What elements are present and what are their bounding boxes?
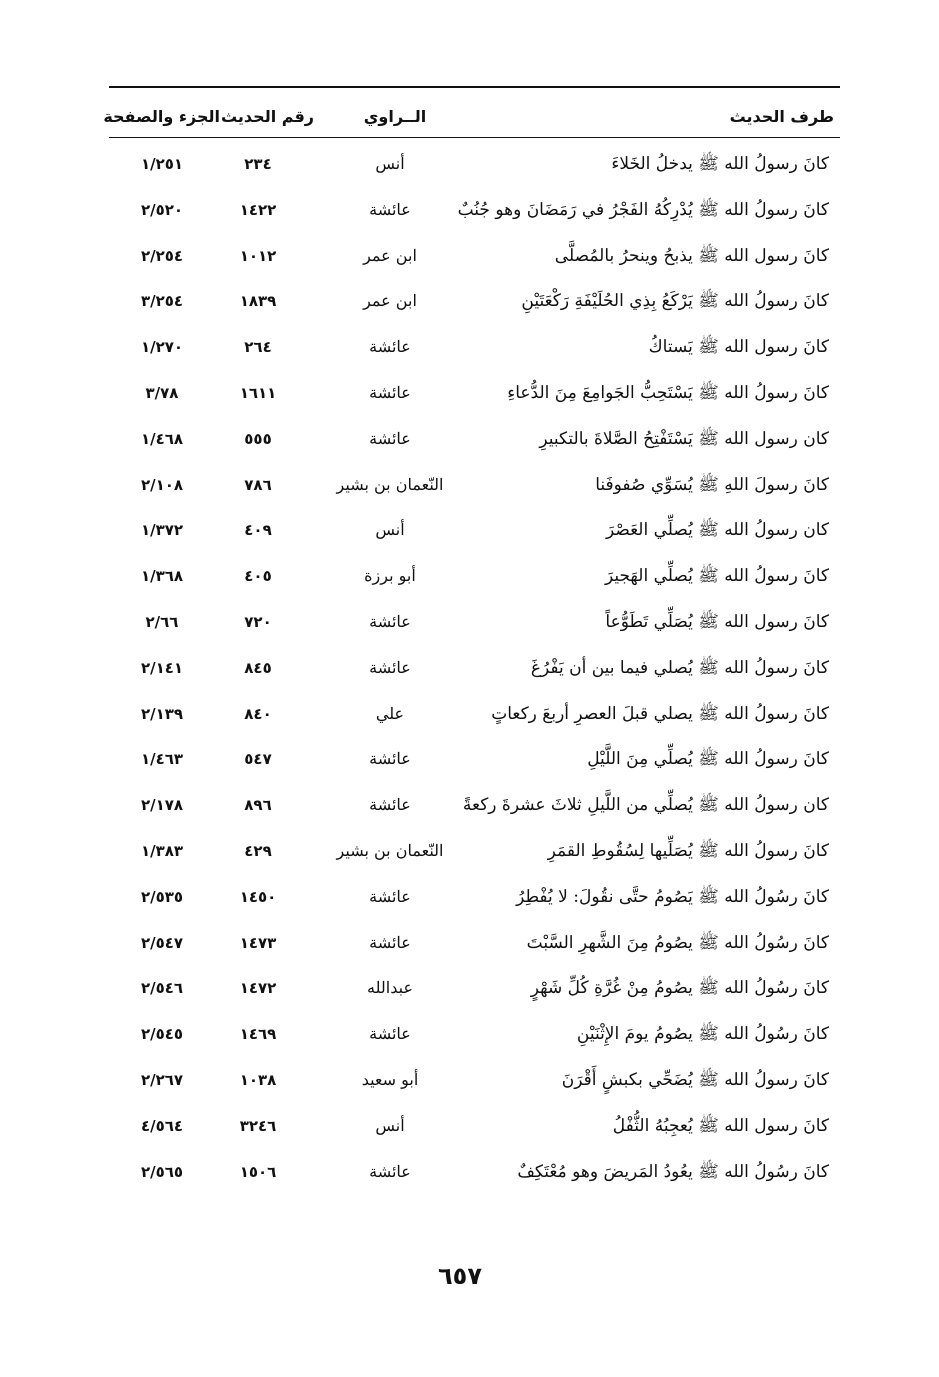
volume-page: ٢/٥٢٠ <box>140 200 184 219</box>
hadith-text: كانَ رسولُ الله ﷺ يُصلِّي مِنَ اللَّيْلِ <box>587 749 829 770</box>
rawi-name: عائشة <box>369 1161 411 1181</box>
volume-page: ٢/٥٦٥ <box>140 1162 184 1181</box>
rawi-name: أنس <box>375 154 405 173</box>
volume-page: ٢/٥٤٧ <box>140 933 184 952</box>
hadith-text: كانَ رسولَ اللهِ ﷺ يُسَوِّي صُفوفَنا <box>595 474 829 495</box>
hadith-text: كانَ رسول الله ﷺ يُعجِبُهُ الثُّفْلُ <box>612 1115 829 1136</box>
rawi-name: علي <box>375 703 405 723</box>
table-row <box>0 555 939 601</box>
rawi-name: أبو برزة <box>364 566 416 586</box>
hadith-text: كان رسول الله ﷺ يَسْتَفْتِحُ الصَّلاةَ بالتكبيرِ <box>539 428 829 449</box>
hadith-number: ٣٢٤٦ <box>239 1116 277 1135</box>
table-row <box>0 235 939 281</box>
hadith-number: ٢٣٤ <box>244 155 272 173</box>
hadith-number: ٤٠٥ <box>244 567 272 586</box>
rawi-name: أنس <box>375 1115 405 1135</box>
rawi-name: عائشة <box>369 886 411 906</box>
hadith-text: كانَ رسول الله ﷺ يُصَلِّي تَطَوُّعاً <box>605 611 829 632</box>
volume-page: ٢/٢٥٤ <box>140 246 184 265</box>
rawi-name: عائشة <box>369 611 411 631</box>
hadith-number: ٧٢٠ <box>244 612 272 631</box>
hadith-number: ١٤٧٣ <box>239 933 277 952</box>
volume-page: ٢/١٤١ <box>140 658 184 677</box>
table-row <box>0 738 939 784</box>
hadith-text: كانَ رسولُ الله ﷺ يدخلُ الخَلاءَ <box>611 154 829 174</box>
table-row <box>0 784 939 830</box>
hadith-number: ١٠٣٨ <box>239 1070 277 1089</box>
hadith-number: ٢٦٤ <box>244 338 272 357</box>
hadith-text: كانَ رسُولُ الله ﷺ يصُومُ يومَ الإِثْنَيْنِ <box>576 1024 829 1045</box>
volume-page: ٣/٢٥٤ <box>140 292 184 311</box>
hadith-number: ١٠١٢ <box>239 246 277 265</box>
hadith-number: ١٨٣٩ <box>239 292 277 311</box>
volume-page: ٢/٦٦ <box>145 612 179 631</box>
volume-page: ٢/٢٦٧ <box>140 1070 184 1089</box>
hadith-number: ٥٤٧ <box>244 750 272 769</box>
hadith-text: كانَ رسول الله ﷺ يذبحُ وينحرُ بالمُصلَّى <box>554 245 829 266</box>
table-row <box>0 189 939 235</box>
volume-page: ١/٢٧٠ <box>140 338 184 357</box>
rawi-name: عائشة <box>369 657 411 677</box>
table-row <box>0 967 939 1013</box>
header-rawi: الــراوي <box>363 107 427 126</box>
hadith-text: كانَ رسولُ الله ﷺ يصلي قبلَ العصرِ أربعَ ركعاتٍ <box>491 703 829 724</box>
header-volume-page: الجزء والصفحة <box>103 107 220 126</box>
volume-page: ١/٣٦٨ <box>140 567 184 586</box>
rawi-name: عائشة <box>369 749 411 769</box>
hadith-number: ١٤٧٢ <box>239 979 277 998</box>
rawi-name: عائشة <box>369 199 411 219</box>
table-row <box>0 601 939 647</box>
hadith-number: ٤٠٩ <box>244 521 272 540</box>
hadith-text: كانَ رسُولُ الله ﷺ يصُومُ مِنْ غُرَّةِ كُلِّ شَهْرٍ <box>530 978 829 999</box>
volume-page: ٢/١٠٨ <box>140 475 184 494</box>
volume-page: ٣/٧٨ <box>145 383 179 402</box>
hadith-text: كانَ رسولُ الله ﷺ يُصَلِّيها لِسُقُوطِ القمَرِ <box>547 840 829 861</box>
volume-page: ٢/٥٤٥ <box>140 1025 184 1044</box>
table-row <box>0 418 939 464</box>
hadith-number: ١٦١١ <box>239 383 277 402</box>
rawi-name: عائشة <box>369 337 411 357</box>
hadith-text: كانَ رسولُ الله ﷺ يُدْرِكُهُ الفَجْرُ في رَمَضَانَ وهو جُنُبٌ <box>457 199 829 220</box>
hadith-number: ٤٢٩ <box>244 841 272 860</box>
rawi-name: عائشة <box>369 1024 411 1044</box>
hadith-index-table <box>0 143 939 1196</box>
rawi-name: أنس <box>375 520 405 540</box>
volume-page: ١/٣٨٣ <box>140 841 184 860</box>
table-row <box>0 922 939 968</box>
hadith-text: كانَ رسولُ الله ﷺ يَسْتَحِبُّ الجَوامِعَ مِنَ الدُّعاءِ <box>507 382 829 403</box>
table-row <box>0 464 939 510</box>
table-row <box>0 509 939 555</box>
hadith-number: ٥٥٥ <box>244 429 272 448</box>
hadith-number: ٧٨٦ <box>244 475 272 494</box>
rawi-name: ابن عمر <box>363 245 417 265</box>
rawi-name: أبو سعيد <box>361 1069 419 1089</box>
page-number: ٦٥٧ <box>438 1262 482 1290</box>
table-row <box>0 326 939 372</box>
table-row <box>0 280 939 326</box>
table-row <box>0 143 939 189</box>
hadith-text: كانَ رسولُ الله ﷺ يُصلي فيما بين أن يَفْرُغَ <box>530 657 829 678</box>
volume-page: ٤/٥٦٤ <box>140 1116 184 1135</box>
hadith-number: ٨٩٦ <box>244 796 272 815</box>
volume-page: ١/٣٧٢ <box>140 521 184 540</box>
hadith-text: كانَ رسول الله ﷺ يَستاكُ <box>648 337 829 358</box>
hadith-text: كان رسولُ الله ﷺ يُصلِّي من اللَّيلِ ثلاثَ عشرةَ ركعةً <box>462 795 829 816</box>
table-row <box>0 1105 939 1151</box>
table-row <box>0 876 939 922</box>
volume-page: ٢/١٧٨ <box>140 796 184 815</box>
rawi-name: عائشة <box>369 795 411 815</box>
rawi-name: النّعمان بن بشير <box>336 840 444 860</box>
header-rule <box>109 137 840 138</box>
table-row <box>0 372 939 418</box>
volume-page: ١/٤٦٨ <box>140 429 184 448</box>
volume-page: ١/٢٥١ <box>140 155 184 173</box>
table-row <box>0 1013 939 1059</box>
rawi-name: النّعمان بن بشير <box>336 474 444 494</box>
hadith-number: ١٤٦٩ <box>239 1025 277 1044</box>
hadith-text: كانَ رسولُ الله ﷺ يَرْكَعُ بِذِي الحُلَيْفَةِ رَكْعَتَيْنِ <box>521 291 829 312</box>
volume-page: ١/٤٦٣ <box>140 750 184 769</box>
table-row <box>0 1059 939 1105</box>
hadith-text: كانَ رسُولُ الله ﷺ يَصُومُ حتَّى نقُولَ: لا يُفْطِرُ <box>516 886 829 907</box>
hadith-text: كانَ رسُولُ الله ﷺ يصُومُ مِنَ الشَّهرِ السَّبْتَ <box>526 932 829 953</box>
table-row <box>0 647 939 693</box>
hadith-text: كانَ رسولُ الله ﷺ يُضَحِّي بكبشٍ أَقْرَنَ <box>561 1069 829 1090</box>
hadith-number: ٨٤٥ <box>244 658 272 677</box>
volume-page: ٢/١٣٩ <box>140 704 184 723</box>
rawi-name: عبدالله <box>367 978 413 998</box>
rawi-name: ابن عمر <box>363 291 417 311</box>
table-row <box>0 830 939 876</box>
hadith-number: ١٤٥٠ <box>239 887 277 906</box>
volume-page: ٢/٥٣٥ <box>140 887 184 906</box>
header-hadith: طرف الحديث <box>729 107 834 126</box>
hadith-number: ٨٤٠ <box>244 704 272 723</box>
hadith-text: كان رسولُ الله ﷺ يُصلِّي العَصْرَ <box>605 520 829 541</box>
table-row <box>0 1151 939 1197</box>
rawi-name: عائشة <box>369 428 411 448</box>
hadith-number: ١٥٠٦ <box>239 1162 277 1181</box>
hadith-text: كانَ رسولُ الله ﷺ يُصلِّي الهَجيرَ <box>604 566 829 587</box>
table-row <box>0 693 939 739</box>
volume-page: ٢/٥٤٦ <box>140 979 184 998</box>
rawi-name: عائشة <box>369 382 411 402</box>
hadith-number: ١٤٢٢ <box>239 200 277 219</box>
header-hadith-number: رقم الحديث <box>220 107 314 126</box>
rawi-name: عائشة <box>369 932 411 952</box>
hadith-text: كانَ رسُولُ الله ﷺ يعُودُ المَريضَ وهو مُعْتَكِفٌ <box>517 1161 829 1182</box>
top-rule <box>109 86 840 88</box>
